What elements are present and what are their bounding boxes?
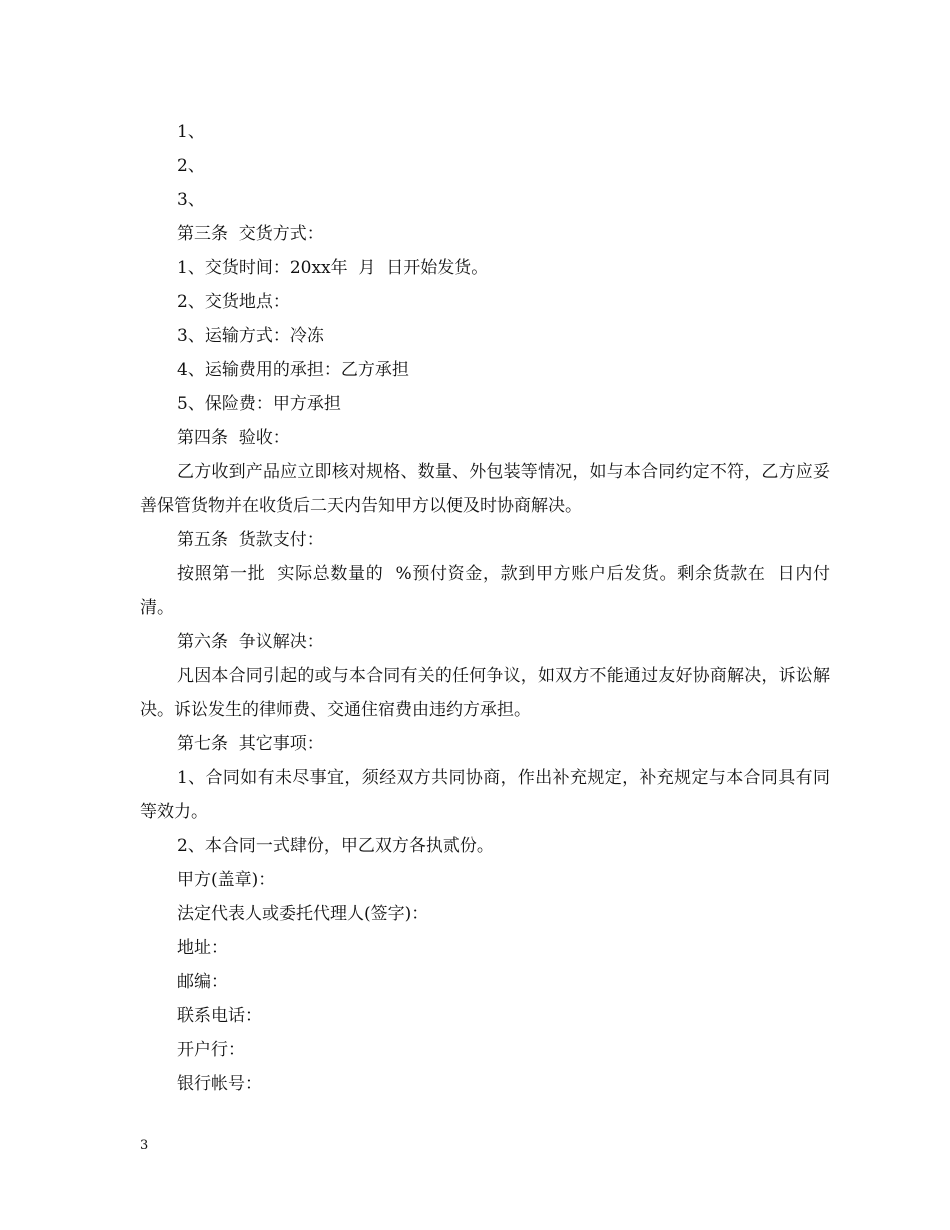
delivery-time: 1、交货时间：20xx年 月 日开始发货。: [177, 258, 489, 278]
insurance-fee: 5、保险费：甲方承担: [177, 394, 341, 414]
article-6-heading: 第六条 争议解决：: [177, 632, 324, 652]
article-7-heading: 第七条 其它事项：: [177, 734, 324, 754]
party-a-seal: 甲方(盖章)：: [177, 870, 276, 890]
acceptance-clause: 乙方收到产品应立即核对规格、数量、外包装等情况，如与本合同约定不符，乙方应妥善保管货物并在收货后二天内告知甲方以便及时协商解决。: [140, 462, 830, 516]
phone-field: 联系电话：: [177, 1006, 262, 1026]
payment-clause: 按照第一批 实际总数量的 %预付资金，款到甲方账户后发货。剩余货款在 日内付清。: [140, 564, 830, 618]
transport-cost: 4、运输费用的承担：乙方承担: [177, 360, 409, 380]
delivery-location: 2、交货地点：: [177, 292, 290, 312]
article-5-heading: 第五条 货款支付：: [177, 530, 324, 550]
article-4-heading: 第四条 验收：: [177, 428, 290, 448]
page-number: 3: [140, 1138, 149, 1153]
document-body: [140, 115, 830, 1101]
transport-method: 3、运输方式：冷冻: [177, 326, 324, 346]
other-matters-1: 1、合同如有未尽事宜，须经双方共同协商，作出补充规定，补充规定与本合同具有同等效力。: [140, 768, 830, 822]
postcode-field: 邮编：: [177, 972, 228, 992]
bank-account-field: 银行帐号：: [177, 1074, 262, 1094]
list-item-1: 1、: [177, 122, 205, 142]
address-field: 地址：: [177, 938, 228, 958]
list-item-2: 2、: [177, 156, 205, 176]
other-matters-2: 2、本合同一式肆份，甲乙双方各执贰份。: [177, 836, 494, 856]
legal-representative: 法定代表人或委托代理人(签字)：: [177, 904, 429, 924]
list-item-3: 3、: [177, 190, 205, 210]
article-3-heading: 第三条 交货方式：: [177, 224, 324, 244]
dispute-clause: 凡因本合同引起的或与本合同有关的任何争议，如双方不能通过友好协商解决，诉讼解决。诉讼发生的律师费、交通住宿费由违约方承担。: [140, 666, 830, 720]
bank-field: 开户行：: [177, 1040, 245, 1060]
